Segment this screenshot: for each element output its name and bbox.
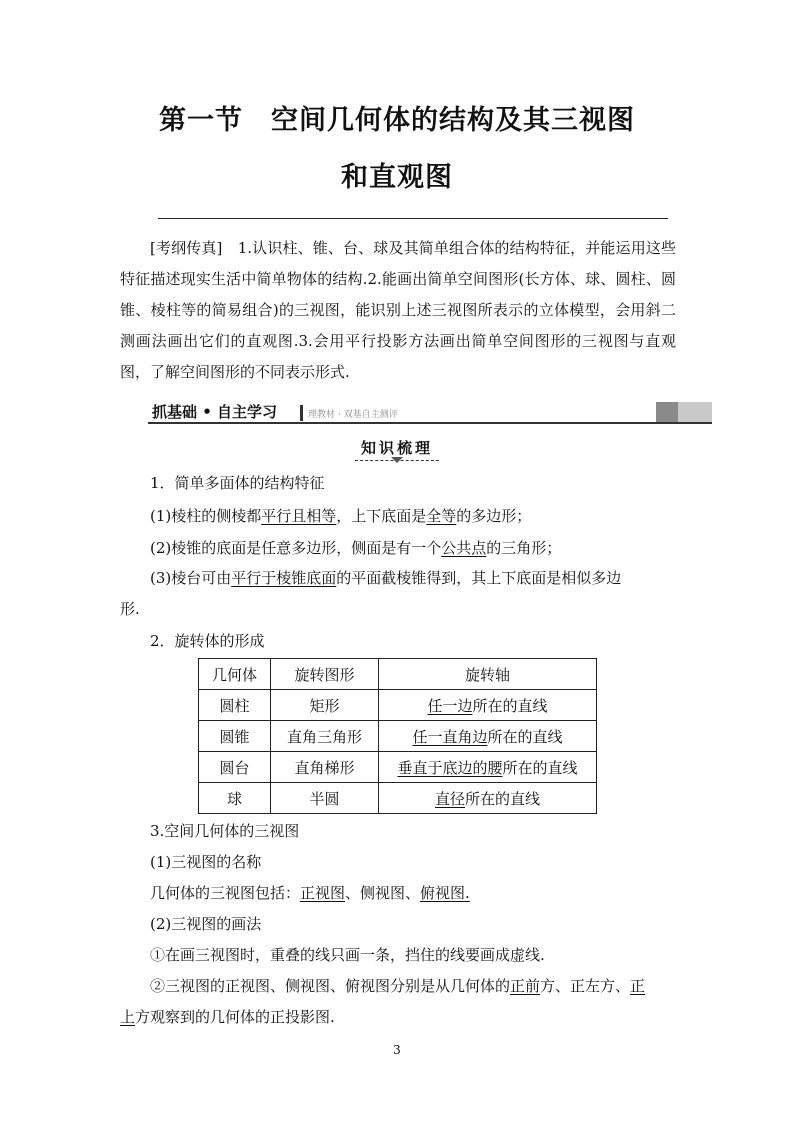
s1-l2-b: 的三角形； bbox=[486, 539, 562, 557]
table-cell-shape: 半圆 bbox=[271, 783, 379, 814]
s3-names bbox=[150, 882, 470, 903]
s3-rule2-b: 方、正左方、 bbox=[540, 977, 631, 995]
s1-l1-a: (1)棱柱的侧棱都 bbox=[150, 507, 262, 525]
s3-names-u2: 俯视图. bbox=[420, 884, 470, 902]
banner-block-light bbox=[678, 402, 712, 422]
s1-heading: 1．简单多面体的结构特征 bbox=[150, 474, 325, 492]
banner-title: 抓基础 • 自主学习 bbox=[152, 403, 278, 421]
s1-line3-cont: 形. bbox=[120, 600, 140, 618]
table-header: 旋转轴 bbox=[379, 659, 597, 690]
s3-rule1: ①在画三视图时，重叠的线只画一条，挡住的线要画成虚线. bbox=[150, 946, 545, 964]
banner-block-dark bbox=[656, 402, 678, 422]
syllabus-intro bbox=[120, 233, 676, 388]
s1-l2-u1: 公共点 bbox=[441, 539, 487, 557]
s3-rule2-u3: 上 bbox=[120, 1008, 136, 1026]
table-cell-axis bbox=[379, 721, 597, 752]
rotation-table bbox=[198, 658, 597, 814]
table-row bbox=[199, 721, 597, 752]
table-cell-solid: 球 bbox=[199, 783, 271, 814]
table-cell-shape: 直角梯形 bbox=[271, 752, 379, 783]
axis-rest: 所在的直线 bbox=[472, 696, 548, 715]
s1-l1-u2: 全等 bbox=[426, 507, 457, 525]
table-header-row bbox=[199, 659, 597, 690]
s3-sub1: (1)三视图的名称 bbox=[150, 853, 262, 871]
table-cell-axis bbox=[379, 690, 597, 721]
s1-l3-b: 的平面截棱锥得到，其上下底面是相似多边 bbox=[336, 569, 622, 587]
table-cell-shape: 矩形 bbox=[271, 690, 379, 721]
banner-separator bbox=[300, 405, 303, 421]
s1-l3-a: (3)棱台可由 bbox=[150, 569, 232, 587]
syllabus-label: [考纲传真] bbox=[150, 239, 223, 257]
page-title-line1: 第一节 空间几何体的结构及其三视图 bbox=[159, 105, 635, 136]
banner-underline bbox=[148, 422, 712, 424]
s1-line3 bbox=[150, 567, 621, 588]
s3-sub2: (2)三视图的画法 bbox=[150, 915, 262, 933]
s1-l2-a: (2)棱锥的底面是任意多边形，侧面是有一个 bbox=[150, 539, 442, 557]
banner-subtitle: 理教材 · 双基自主测评 bbox=[308, 410, 398, 420]
axis-rest: 所在的直线 bbox=[502, 758, 578, 777]
syllabus-text: 1.认识柱、锥、台、球及其简单组合体的结构特征，并能运用这些特征描述现实生活中简单物体的结构.2.能画出简单空间图形(长方体、球、圆柱、圆锥、棱柱等的简易组合)的三视图，能识别上述三视图所表示的立体模型，会用斜二测画法画出它们的直观图.3.会用平行投影方法画出简单空间图形的三视图与直观图，了解空间图形的不同表示形式. bbox=[120, 239, 676, 381]
table-row bbox=[199, 783, 597, 814]
table-row bbox=[199, 690, 597, 721]
s3-names-b: 、侧视图、 bbox=[345, 884, 421, 902]
s1-l1-b: ，上下底面是 bbox=[336, 507, 427, 525]
s3-rule2-cont bbox=[120, 1006, 335, 1027]
table-row bbox=[199, 752, 597, 783]
table-header: 几何体 bbox=[199, 659, 271, 690]
s1-l1-c: 的多边形； bbox=[456, 507, 532, 525]
table-cell-solid: 圆锥 bbox=[199, 721, 271, 752]
page-title-line2: 和直观图 bbox=[341, 162, 453, 193]
s1-l3-u1: 平行于棱锥底面 bbox=[231, 569, 337, 587]
s3-heading: 3.空间几何体的三视图 bbox=[150, 822, 300, 840]
axis-underlined: 垂直于底边的腰 bbox=[397, 758, 503, 777]
s1-line1 bbox=[150, 505, 531, 526]
table-cell-axis bbox=[379, 783, 597, 814]
table-cell-solid: 圆台 bbox=[199, 752, 271, 783]
axis-rest: 所在的直线 bbox=[487, 727, 563, 746]
title-divider bbox=[158, 218, 668, 219]
axis-underlined: 直径 bbox=[434, 789, 465, 808]
axis-underlined: 任一直角边 bbox=[412, 727, 488, 746]
table-cell-shape: 直角三角形 bbox=[271, 721, 379, 752]
s3-rule2 bbox=[150, 975, 645, 996]
page-number: 3 bbox=[393, 1043, 401, 1057]
s3-names-u1: 正视图 bbox=[300, 884, 346, 902]
knowledge-label-text: 知识梳理 bbox=[355, 437, 439, 461]
s3-rule2-c: 方观察到的几何体的正投影图. bbox=[135, 1008, 335, 1026]
s1-l1-u1: 平行且相等 bbox=[261, 507, 337, 525]
s2-heading: 2．旋转体的形成 bbox=[150, 632, 265, 650]
s3-rule2-u1: 正前 bbox=[510, 977, 541, 995]
s1-line2 bbox=[150, 537, 561, 558]
s3-rule2-a: ②三视图的正视图、侧视图、俯视图分别是从几何体的 bbox=[150, 977, 511, 995]
knowledge-section-label bbox=[0, 437, 794, 461]
table-header: 旋转图形 bbox=[271, 659, 379, 690]
s3-rule2-u2: 正 bbox=[630, 977, 646, 995]
s3-names-a: 几何体的三视图包括： bbox=[150, 884, 301, 902]
table-cell-solid: 圆柱 bbox=[199, 690, 271, 721]
down-arrow-icon bbox=[391, 457, 403, 463]
axis-rest: 所在的直线 bbox=[465, 789, 541, 808]
section-banner bbox=[148, 402, 712, 424]
table-cell-axis bbox=[379, 752, 597, 783]
axis-underlined: 任一边 bbox=[427, 696, 473, 715]
